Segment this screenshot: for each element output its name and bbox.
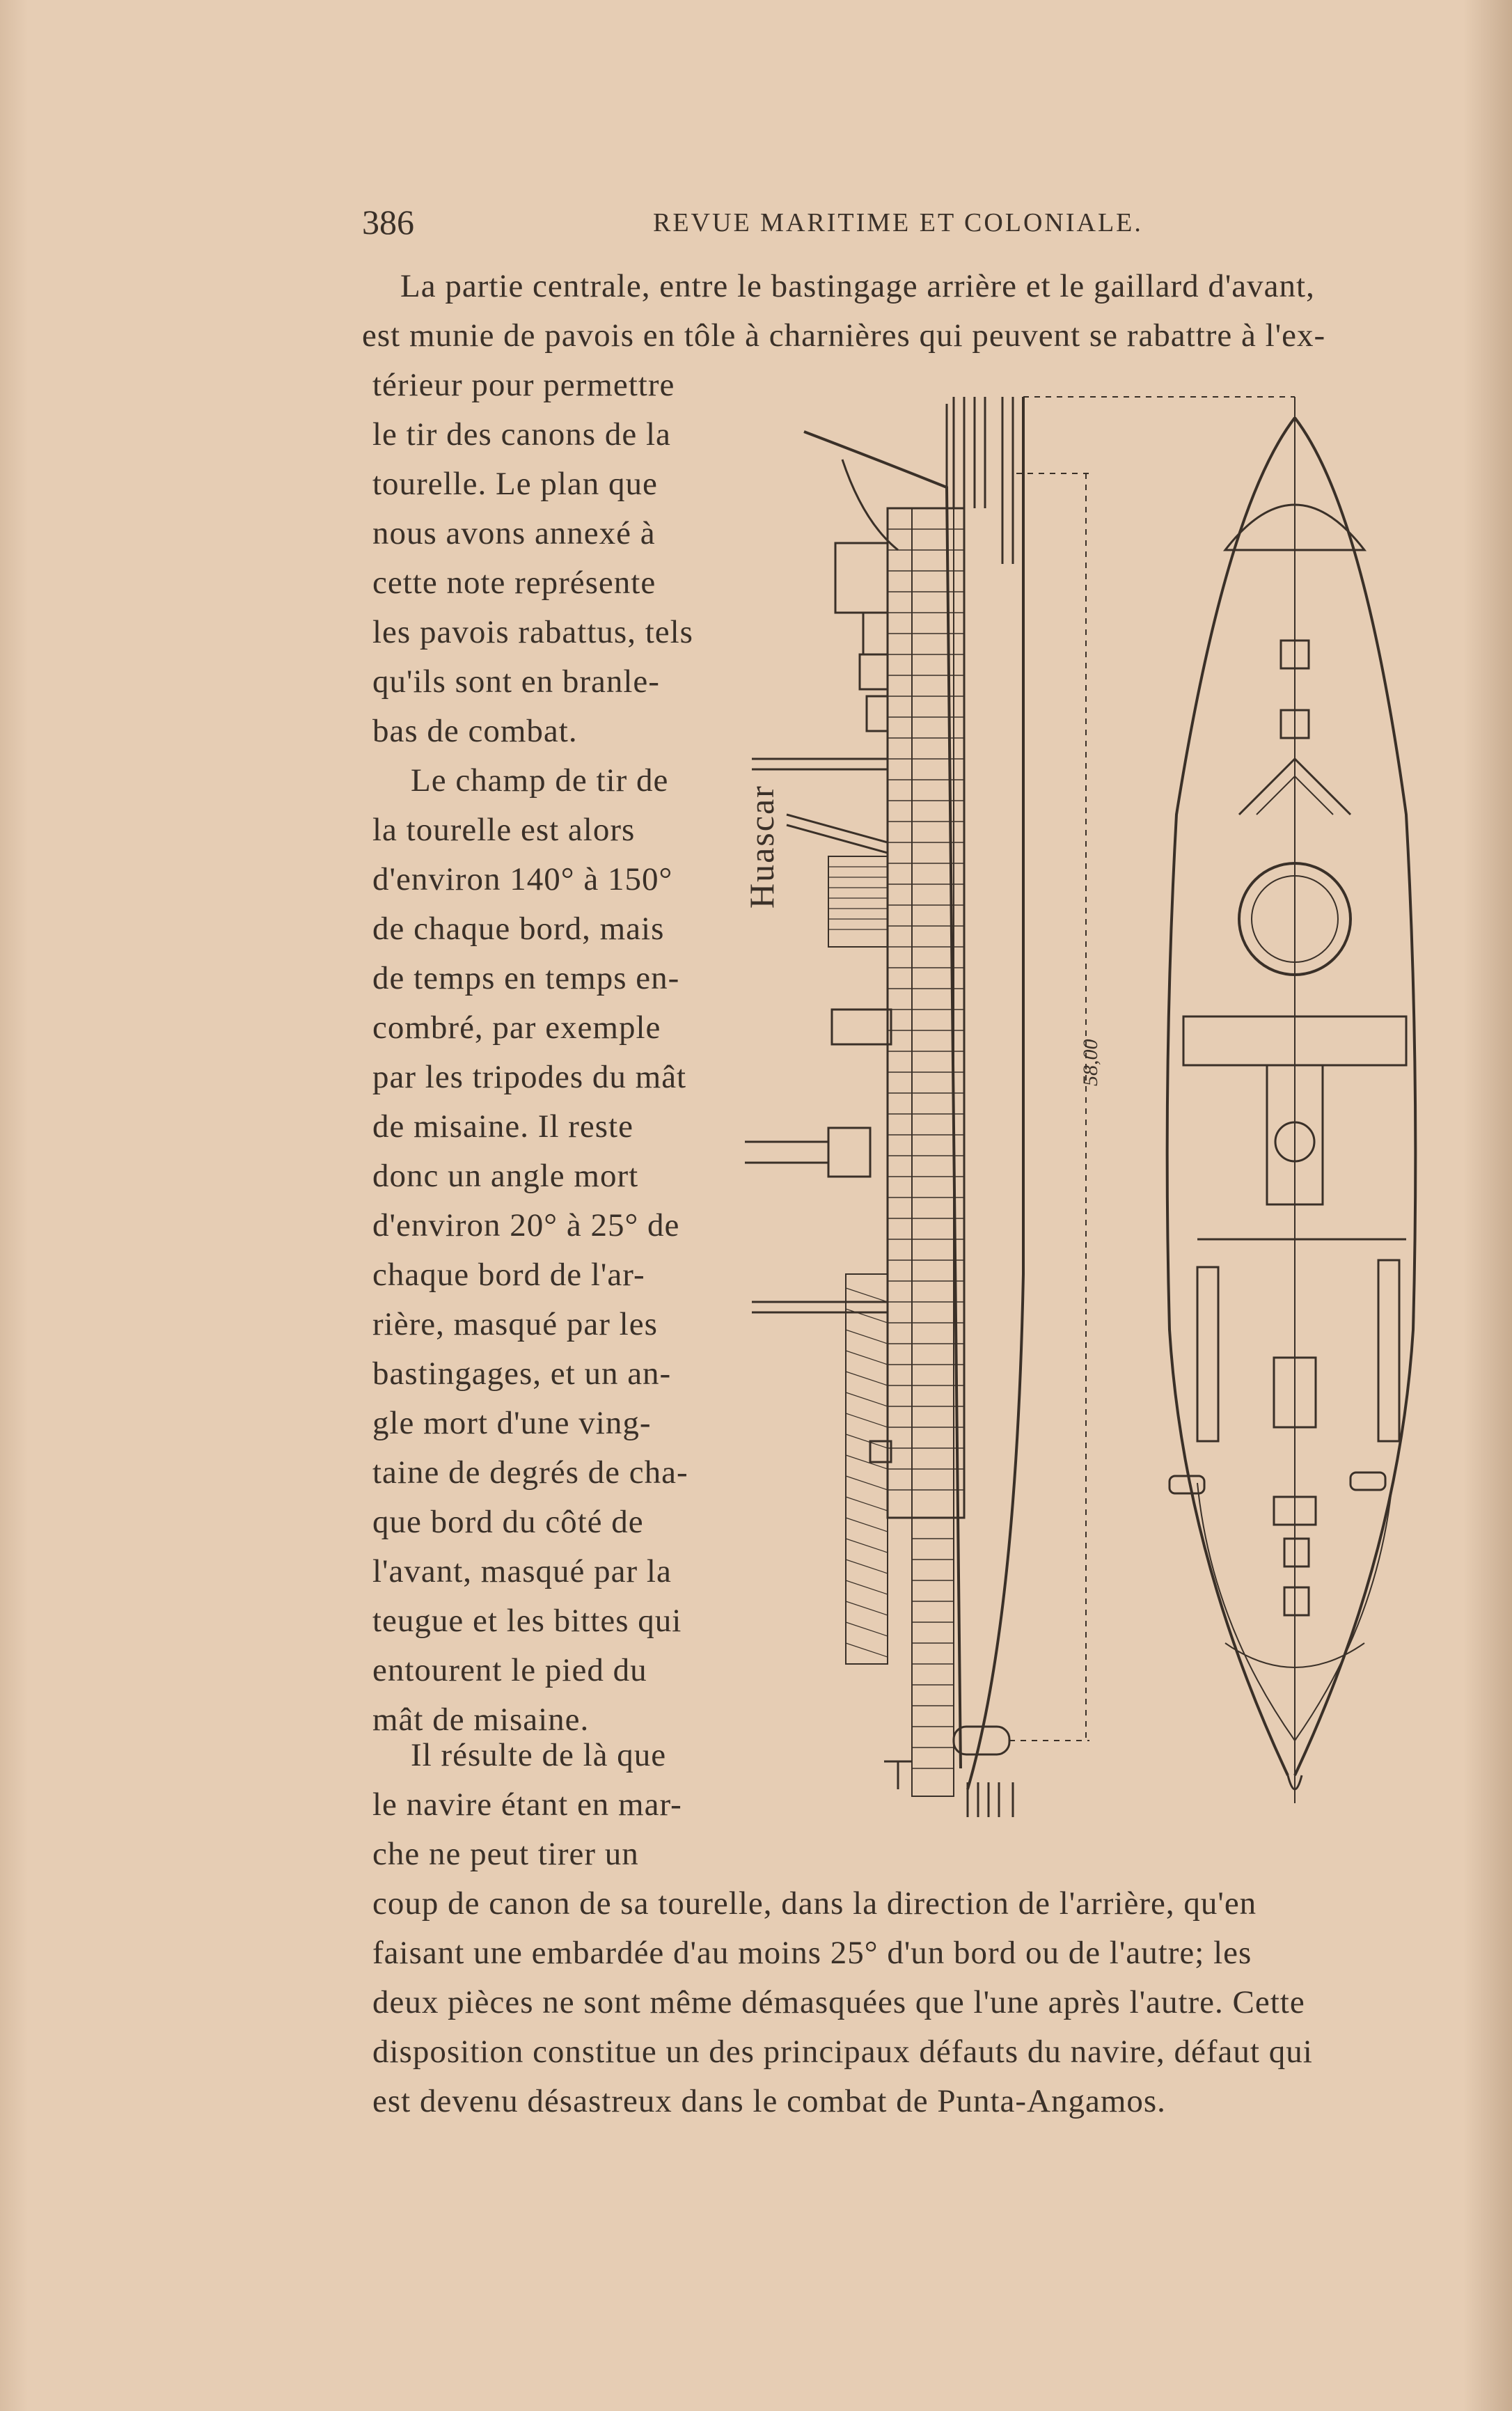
length-dimension-line <box>1009 397 1295 1741</box>
text-line: la tourelle est alors <box>372 812 636 848</box>
text-line: d'environ 140° à 150° <box>372 861 673 897</box>
text-line: bas de combat. <box>372 713 578 749</box>
journal-title: REVUE MARITIME ET COLONIALE. <box>653 208 1143 237</box>
text-line: tourelle. Le plan que <box>372 466 658 502</box>
paragraph-3-full <box>372 1879 1448 2126</box>
text-line: combré, par exemple <box>372 1010 661 1046</box>
text-line: Le champ de tir de <box>411 762 669 799</box>
text-line: que bord du côté de <box>372 1504 644 1540</box>
text-line: Il résulte de là que <box>411 1737 667 1773</box>
side-plan <box>745 397 1023 1817</box>
ship-name-label: Huascar <box>742 785 781 909</box>
text-line: de temps en temps en- <box>372 960 680 996</box>
page-edge-shadow-left <box>0 0 28 2411</box>
text-line: mât de misaine. <box>372 1702 590 1738</box>
text-line: coup de canon de sa tourelle, dans la direction de l'arrière, qu'en <box>372 1885 1257 1922</box>
text-line: nous avons annexé à <box>372 515 656 551</box>
text-line: le tir des canons de la <box>372 416 671 453</box>
text-line: rière, masqué par les <box>372 1306 658 1342</box>
text-line: faisant une embardée d'au moins 25° d'un bord ou de l'autre; les <box>372 1935 1252 1971</box>
text-line: chaque bord de l'ar- <box>372 1257 645 1293</box>
text-line: d'environ 20° à 25° de <box>372 1207 680 1243</box>
text-line: térieur pour permettre <box>372 367 675 403</box>
paragraph-1-column <box>372 361 720 756</box>
text-line: entourent le pied du <box>372 1652 647 1688</box>
text-line: les pavois rabattus, tels <box>372 614 693 650</box>
text-line: disposition constitue un des principaux défauts du navire, défaut qui <box>372 2034 1313 2070</box>
text-line: l'avant, masqué par la <box>372 1553 672 1589</box>
text-line: deux pièces ne sont même démasquées que l'une après l'autre. Cette <box>372 1984 1305 2020</box>
ship-plan-drawing <box>738 369 1434 1845</box>
running-head <box>362 202 1156 244</box>
text-line: est devenu désastreux dans le combat de Punta-Angamos. <box>372 2083 1166 2119</box>
text-line: donc un angle mort <box>372 1158 639 1194</box>
page-edge-shadow-right <box>1463 0 1512 2411</box>
text-line: gle mort d'une ving- <box>372 1405 652 1441</box>
paragraph-3-column <box>372 1731 720 1879</box>
text-line: est munie de pavois en tôle à charnières qui peuvent se rabattre à l'ex- <box>362 317 1326 354</box>
text-line: de misaine. Il reste <box>372 1108 633 1145</box>
text-line: qu'ils sont en branle- <box>372 663 660 700</box>
paragraph-2 <box>372 756 720 1745</box>
text-line: le navire étant en mar- <box>372 1786 682 1823</box>
ship-plan-figure <box>738 369 1434 1845</box>
paragraph-1-top <box>362 262 1486 361</box>
text-line: che ne peut tirer un <box>372 1836 639 1872</box>
text-line: taine de degrés de cha- <box>372 1454 688 1491</box>
text-line: bastingages, et un an- <box>372 1356 672 1392</box>
text-line: de chaque bord, mais <box>372 911 665 947</box>
text-line: teugue et les bittes qui <box>372 1603 682 1639</box>
text-line: par les tripodes du mât <box>372 1059 687 1095</box>
length-dimension-label: 58,00 <box>1079 1039 1102 1086</box>
page-number: 386 <box>362 203 414 242</box>
text-line: cette note représente <box>372 565 656 601</box>
deck-plan <box>1167 397 1416 1803</box>
text-line: La partie centrale, entre le bastingage arrière et le gaillard d'avant, <box>400 268 1315 304</box>
